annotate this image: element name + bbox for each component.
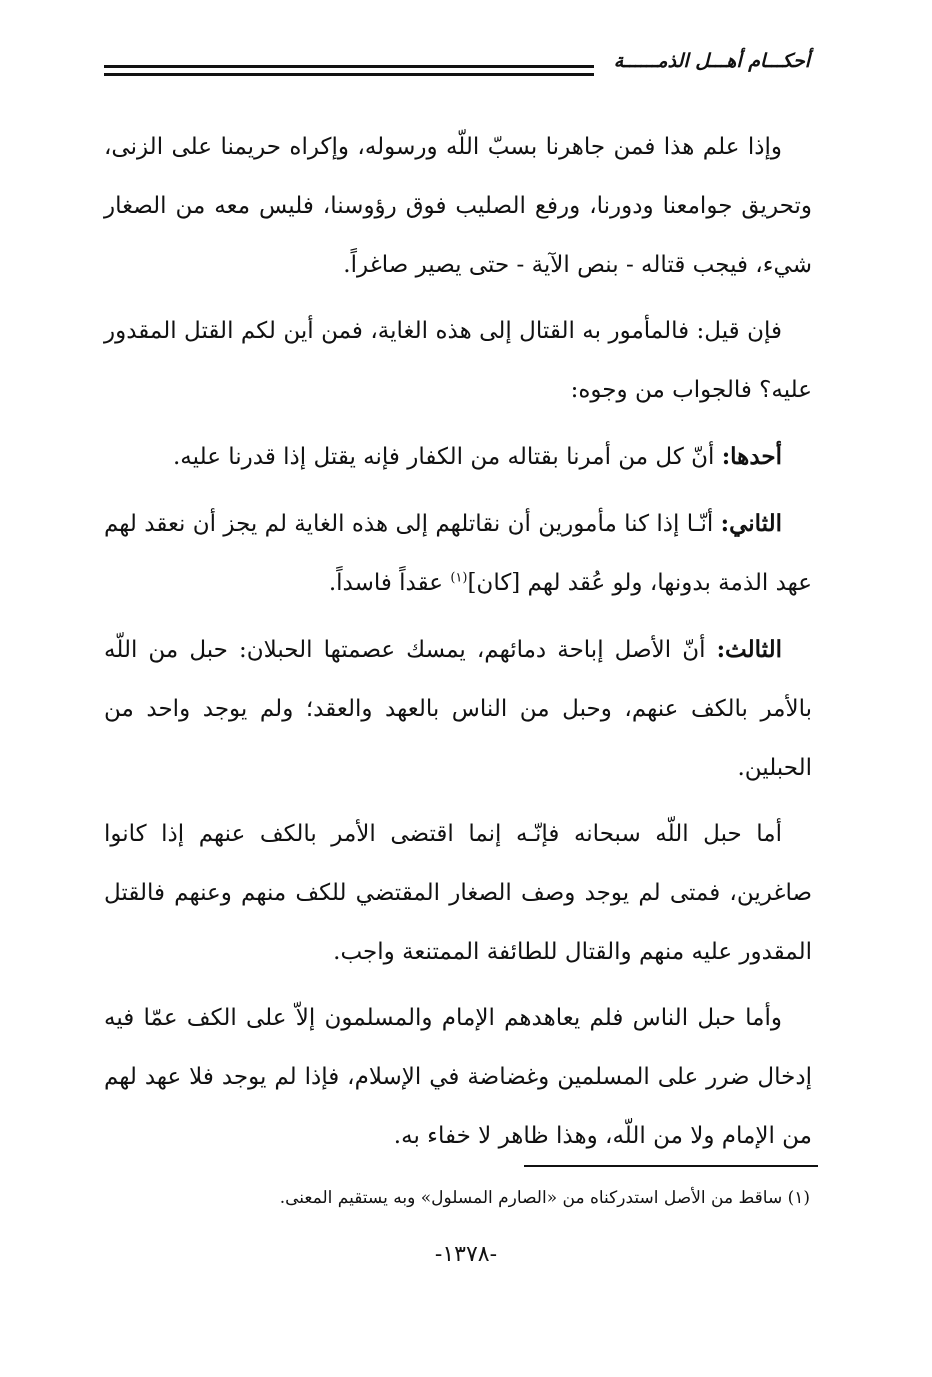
paragraph-5-text: أنّ الأصل إباحة دمائهم، يمسك عصمتها الحبلان: حبل من اللّه بالأمر بالكف عنهم، وحبل من الناس بالعهد والعقد؛ ولم يوجد واحد من الحبلين. [104,637,812,781]
paragraph-3 [104,427,812,487]
header-rule-bottom [104,73,594,76]
footnote-text: (١) ساقط من الأصل استدركناه من «الصارم المسلول» وبه يستقيم المعنى. [279,1188,810,1208]
page-number: -١٣٧٨- [434,1242,498,1267]
point-label-second: الثاني: [720,510,782,537]
paragraph-4-text-before: أنّـا إذا كنا مأمورين أن نقاتلهم إلى هذه الغاية لم يجز أن نعقد لهم عهد الذمة بدونها، ولو عُقد لهم [كان] [104,511,812,596]
paragraph-1: وإذا علم هذا فمن جاهرنا بسبّ اللّه ورسوله، وإكراه حريمنا على الزنى، وتحريق جوامعنا ودورنا، ورفع الصليب فوق رؤوسنا، فليس معه من الصغار شيء، فيجب قتاله - بنص الآية - حتى يصير صاغراً. [104,134,812,278]
main-text [104,118,812,1166]
paragraph-2: فإن قيل: فالمأمور به القتال إلى هذه الغاية، فمن أين لكم القتل المقدور عليه؟ فالجواب من وجوه: [104,318,812,403]
header-rule-top [104,65,594,68]
paragraph-7: وأما حبل الناس فلم يعاهدهم الإمام والمسلمون إلاّ على الكف عمّا فيه إدخال ضرر على المسلمين وغضاضة في الإسلام، فإذا لم يوجد فلا عهد لهم من الإمام ولا من اللّه، وهذا ظاهر لا خفاء به. [104,1005,812,1149]
paragraph-6: أما حبل اللّه سبحانه فإنّـه إنما اقتضى الأمر بالكف عنهم إذا كانوا صاغرين، فمتى لم يوجد وصف الصغار المقتضي للكف منهم وعنهم فالقتل المقدور عليه منهم والقتال للطائفة الممتنعة واجب. [104,821,812,965]
point-label-third: الثالث: [716,636,782,663]
paragraph-4 [104,494,812,613]
paragraph-3-text: أنّ كل من أمرنا بقتاله من الكفار فإنه يقتل إذا قدرنا عليه. [173,444,722,470]
footnote-separator [524,1165,818,1167]
point-label-first: أحدها: [721,443,782,470]
paragraph-5 [104,620,812,798]
paragraph-4-text-after: عقداً فاسداً. [328,570,451,596]
running-header-title: أحكـــام أهـــل الذمــــــة [613,50,810,72]
footnote-marker: (١) [450,570,468,586]
